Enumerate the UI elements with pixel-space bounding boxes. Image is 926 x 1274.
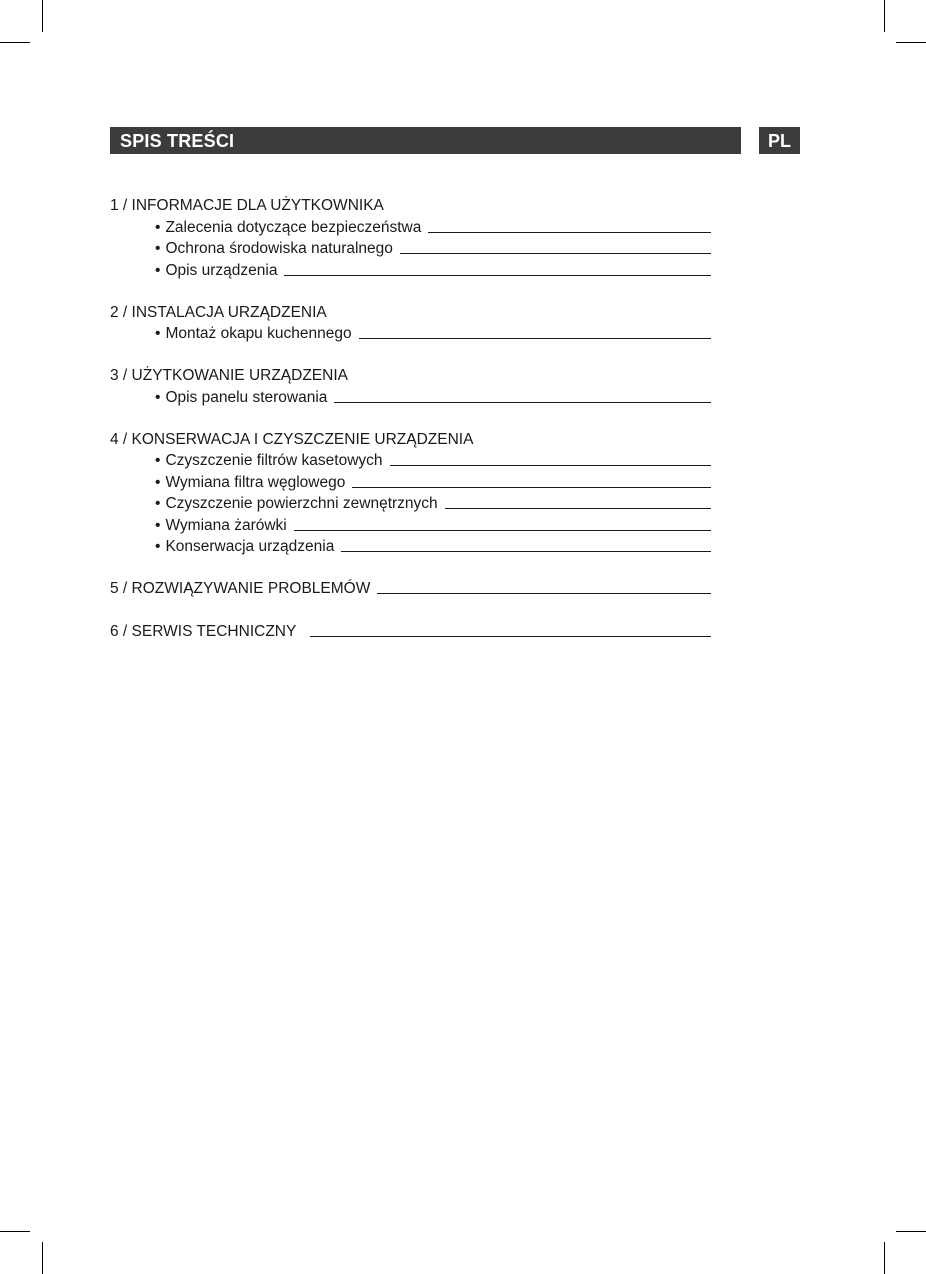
toc-section-title: 5 / ROZWIĄZYWANIE PROBLEMÓW (110, 580, 371, 597)
toc-entry-label: Ochrona środowiska naturalnego (165, 240, 393, 257)
leader-line (400, 253, 711, 254)
toc-section-heading[interactable] (110, 427, 711, 449)
toc-entry[interactable] (110, 385, 711, 407)
bullet-icon: • (155, 452, 161, 469)
bullet-icon: • (155, 516, 161, 534)
leader-line (428, 232, 711, 233)
toc-section-heading[interactable] (110, 300, 711, 322)
table-of-contents (110, 193, 711, 661)
bullet-icon: • (155, 538, 161, 555)
crop-mark-bottom-left-vertical (42, 1242, 43, 1274)
toc-entry-label: Montaż okapu kuchennego (165, 325, 352, 342)
toc-entry[interactable] (110, 237, 711, 259)
toc-entry[interactable] (110, 470, 711, 492)
crop-mark-bottom-left-horizontal (0, 1231, 30, 1232)
toc-entry[interactable] (110, 492, 711, 514)
toc-section-4 (110, 427, 711, 557)
leader-line (445, 508, 711, 509)
page-title: SPIS TREŚCI (120, 131, 235, 151)
toc-section-title: 3 / UŻYTKOWANIE URZĄDZENIA (110, 367, 348, 384)
crop-mark-bottom-right-vertical (884, 1242, 885, 1274)
toc-entry-label: Wymiana żarówki (165, 516, 287, 534)
leader-line (377, 593, 711, 594)
crop-mark-top-left-horizontal (0, 42, 30, 43)
toc-section-title: 1 / INFORMACJE DLA UŻYTKOWNIKA (110, 197, 384, 214)
crop-mark-bottom-right-horizontal (896, 1231, 926, 1232)
toc-entry-label: Zalecenia dotyczące bezpieczeństwa (165, 218, 422, 236)
toc-section-heading[interactable] (110, 193, 711, 215)
toc-entry-label: Konserwacja urządzenia (165, 538, 335, 555)
toc-section-1 (110, 193, 711, 280)
leader-line (341, 551, 711, 552)
toc-entry[interactable] (110, 322, 711, 344)
leader-line (310, 636, 711, 637)
language-badge: PL (759, 127, 800, 154)
toc-section-title: 2 / INSTALACJA URZĄDZENIA (110, 303, 327, 321)
header-bar (110, 127, 741, 154)
leader-line (352, 487, 711, 488)
toc-section-3 (110, 363, 711, 407)
toc-entry[interactable] (110, 449, 711, 471)
bullet-icon: • (155, 473, 161, 491)
bullet-icon: • (155, 495, 161, 512)
toc-section-heading[interactable] (110, 619, 711, 641)
leader-line (294, 530, 711, 531)
crop-mark-top-right-horizontal (896, 42, 926, 43)
toc-entry-label: Wymiana filtra węglowego (165, 473, 346, 491)
toc-section-title: 6 / SERWIS TECHNICZNY (110, 623, 297, 640)
toc-section-5 (110, 576, 711, 598)
bullet-icon: • (155, 240, 161, 257)
toc-section-heading[interactable] (110, 363, 711, 385)
bullet-icon: • (155, 388, 161, 406)
bullet-icon: • (155, 325, 161, 342)
bullet-icon: • (155, 261, 161, 279)
toc-entry-label: Opis urządzenia (165, 261, 278, 279)
crop-mark-top-left-vertical (42, 0, 43, 32)
toc-entry[interactable] (110, 535, 711, 557)
crop-mark-top-right-vertical (884, 0, 885, 32)
toc-entry-label: Czyszczenie filtrów kasetowych (165, 452, 383, 469)
leader-line (390, 465, 711, 466)
toc-entry[interactable] (110, 258, 711, 280)
toc-entry[interactable] (110, 215, 711, 237)
toc-entry[interactable] (110, 513, 711, 535)
toc-section-6 (110, 619, 711, 641)
toc-section-heading[interactable] (110, 576, 711, 598)
toc-entry-label: Czyszczenie powierzchni zewnętrznych (165, 495, 438, 512)
leader-line (359, 338, 711, 339)
toc-entry-label: Opis panelu sterowania (165, 388, 328, 406)
toc-section-2 (110, 300, 711, 344)
bullet-icon: • (155, 218, 161, 236)
leader-line (334, 402, 711, 403)
toc-section-title: 4 / KONSERWACJA I CZYSZCZENIE URZĄDZENIA (110, 430, 474, 448)
leader-line (284, 275, 711, 276)
